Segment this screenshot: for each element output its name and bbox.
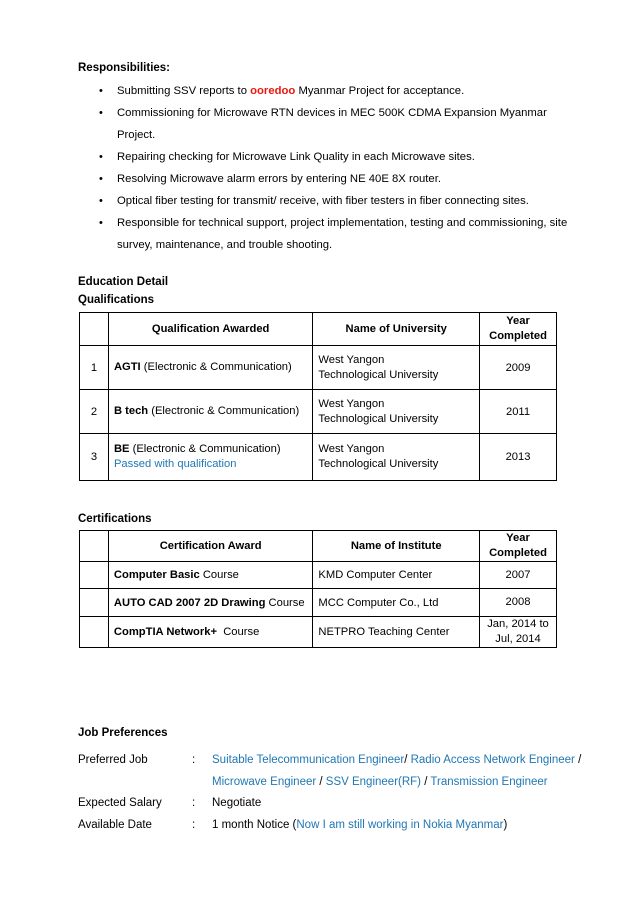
responsibility-item: [78, 102, 578, 146]
certifications-heading: Certifications: [78, 513, 152, 525]
colon: :: [192, 819, 196, 831]
preferred-job: Radio Access Network Engineer: [410, 754, 575, 766]
table-row: [80, 562, 557, 589]
expected-salary-label: Expected Salary: [78, 797, 162, 809]
degree-name: B tech: [113, 405, 149, 417]
university-cell: West Yangon Technological University: [313, 346, 480, 390]
row-number: 1: [80, 346, 109, 390]
qualification-cell: [108, 346, 312, 390]
degree-name: AGTI: [113, 361, 141, 373]
available-date-value: [212, 819, 507, 831]
responsibility-text: Myanmar Project for acceptance.: [295, 85, 465, 97]
certification-name: AUTO CAD 2007 2D Drawing: [113, 596, 266, 609]
available-date-post: ): [503, 819, 508, 831]
expected-salary-value: Negotiate: [212, 797, 262, 809]
preferred-job: Transmission Engineer: [430, 776, 548, 788]
preferred-jobs-line2: [212, 776, 548, 788]
header-year: Year Completed: [480, 531, 557, 562]
certifications-table: [79, 530, 557, 648]
year-cell: Jan, 2014 to Jul, 2014: [480, 617, 557, 648]
qualification-cell: [108, 390, 312, 434]
ooredoo-brand: ooredoo: [250, 85, 296, 97]
year-cell: 2011: [480, 390, 557, 434]
table-row: [80, 390, 557, 434]
qualification-cell: [108, 434, 312, 481]
preferred-job-label: Preferred Job: [78, 754, 148, 766]
header-qualification: Qualification Awarded: [108, 313, 312, 346]
year-cell: 2008: [480, 589, 557, 617]
responsibility-item: [78, 146, 578, 168]
responsibility-text: Optical fiber testing for transmit/ receive, with fiber testers in fiber connecting sites.: [117, 195, 529, 207]
available-date-pre: 1 month Notice (: [212, 819, 297, 831]
colon: :: [192, 797, 196, 809]
degree-field: (Electronic & Communication): [129, 443, 281, 455]
certification-cell: [108, 589, 313, 617]
row-index: [80, 562, 109, 589]
header-certification: Certification Award: [108, 531, 313, 562]
institute-cell: NETPRO Teaching Center: [313, 617, 480, 648]
responsibility-item: [78, 212, 578, 256]
available-date-note: Now I am still working in Nokia Myanmar: [296, 819, 504, 831]
responsibility-text: Submitting SSV reports to: [117, 85, 251, 97]
year-cell: 2009: [480, 346, 557, 390]
bullet-icon: •: [99, 195, 103, 207]
responsibility-text: Commissioning for Microwave RTN devices in MEC 500K CDMA Expansion Myanmar Project.: [117, 107, 547, 141]
certification-cell: [108, 617, 313, 648]
row-number: 3: [80, 434, 109, 481]
row-index: [80, 617, 109, 648]
institute-cell: MCC Computer Co., Ltd: [313, 589, 480, 617]
preferred-jobs-line1: [212, 754, 581, 766]
certification-name: CompTIA Network+: [113, 626, 218, 638]
degree-field: (Electronic & Communication): [140, 361, 292, 373]
table-row: [80, 589, 557, 617]
responsibility-item: [78, 190, 578, 212]
separator: /: [316, 776, 326, 788]
separator: /: [404, 754, 411, 766]
responsibilities-heading: Responsibilities:: [78, 62, 171, 74]
row-index: [80, 589, 109, 617]
qualifications-heading: Qualifications: [78, 294, 155, 306]
bullet-icon: •: [99, 107, 103, 119]
certification-cell: [108, 562, 313, 589]
responsibility-text: Responsible for technical support, project implementation, testing and commissioning, site survey, maintenance, and trouble shooting.: [117, 217, 568, 251]
colon: :: [192, 754, 196, 766]
table-header-row: [80, 313, 557, 346]
education-heading: Education Detail: [78, 276, 169, 288]
header-institute: Name of Institute: [313, 531, 480, 562]
table-header-row: [80, 531, 557, 562]
institute-cell: KMD Computer Center: [313, 562, 480, 589]
responsibilities-list: [78, 80, 578, 256]
preferred-job: SSV Engineer(RF): [325, 776, 422, 788]
available-date-label: Available Date: [78, 819, 152, 831]
table-row: [80, 617, 557, 648]
header-year: Year Completed: [480, 313, 557, 346]
preferred-job: Suitable Telecommunication Engineer: [212, 754, 405, 766]
certification-suffix: Course: [199, 569, 239, 581]
bullet-icon: •: [99, 85, 103, 97]
header-university: Name of University: [313, 313, 480, 346]
university-cell: West Yangon Technological University: [313, 390, 480, 434]
certification-suffix: Course: [265, 596, 305, 609]
bullet-icon: •: [99, 217, 103, 229]
university-cell: West Yangon Technological University: [313, 434, 480, 481]
table-row: [80, 346, 557, 390]
separator: /: [574, 754, 582, 766]
header-index: [80, 531, 109, 562]
job-preferences-heading: Job Preferences: [78, 727, 168, 739]
degree-note: Passed with qualification: [113, 458, 237, 470]
responsibility-text: Repairing checking for Microwave Link Quality in each Microwave sites.: [117, 151, 475, 163]
responsibility-item: [78, 168, 578, 190]
degree-field: (Electronic & Communication): [148, 405, 300, 417]
header-index: [80, 313, 109, 346]
year-cell: 2007: [480, 562, 557, 589]
preferred-job: Microwave Engineer: [212, 776, 317, 788]
certification-suffix: Course: [217, 626, 260, 638]
certification-name: Computer Basic: [113, 569, 200, 581]
separator: /: [421, 776, 431, 788]
responsibility-item: [78, 80, 578, 102]
row-number: 2: [80, 390, 109, 434]
year-cell: 2013: [480, 434, 557, 481]
table-row: [80, 434, 557, 481]
responsibility-text: Resolving Microwave alarm errors by entering NE 40E 8X router.: [117, 173, 441, 185]
qualifications-table: [79, 312, 557, 481]
bullet-icon: •: [99, 151, 103, 163]
degree-name: BE: [113, 443, 130, 455]
bullet-icon: •: [99, 173, 103, 185]
